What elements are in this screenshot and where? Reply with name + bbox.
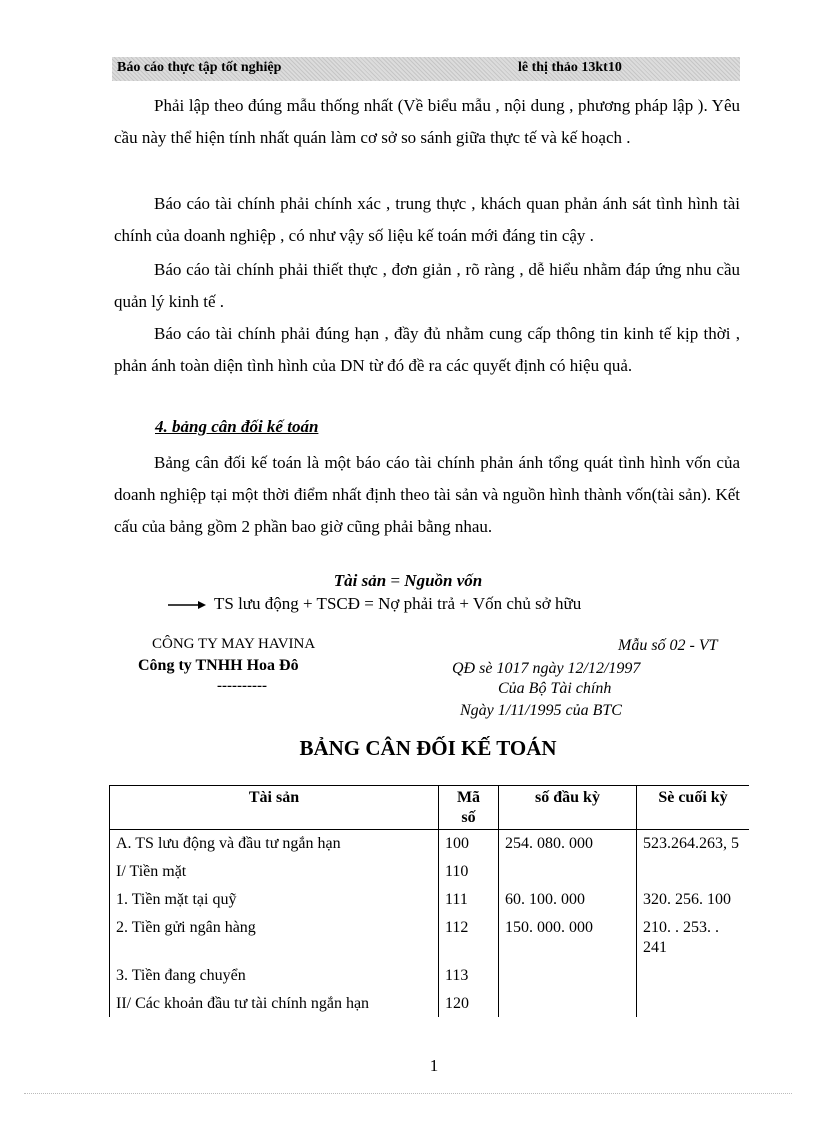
page-number: 1: [429, 1056, 439, 1075]
cell-code: 112: [439, 914, 499, 962]
cell-code: 113: [439, 962, 499, 990]
col-header-closing: Sè cuối kỳ: [637, 786, 750, 830]
formula-capital: Nguồn vốn: [404, 571, 483, 590]
col-header-code: Mã số: [439, 786, 499, 830]
table-row: [110, 962, 750, 990]
balance-formula: [0, 571, 816, 591]
cell-closing: [637, 962, 750, 990]
arrow-right-icon: [168, 599, 206, 611]
form-number: Mẫu số 02 - VT: [618, 637, 718, 654]
header-author: lê thị thảo 13kt10: [518, 60, 622, 75]
cell-closing: 320. 256. 100: [637, 886, 750, 914]
section-paragraph: Bảng cân đối kế toán là một báo cáo tài chính phản ánh tổng quát tình hình vốn của doanh nghiệp tại một thời điểm nhất định theo tài sản và nguồn hình thành vốn(tài sản). Kết cấu của bảng gồm 2 phần bao giờ cũng phải bằng nhau.: [114, 453, 740, 536]
cell-code: 111: [439, 886, 499, 914]
cell-item: II/ Các khoản đầu tư tài chính ngắn hạn: [110, 990, 439, 1017]
table-row: [110, 830, 750, 859]
balance-sheet-table: [109, 785, 749, 1017]
cell-code: 100: [439, 830, 499, 859]
paragraph-3: Báo cáo tài chính phải thiết thực , đơn giản , rõ ràng , dễ hiểu nhằm đáp ứng nhu cầu quản lý kinh tế .: [114, 260, 740, 311]
cell-closing: 523.264.263, 5: [637, 830, 750, 859]
formula-assets: Tài sản: [333, 571, 387, 590]
table-row: [110, 886, 750, 914]
col-header-assets: Tài sản: [110, 786, 439, 830]
cell-opening: 60. 100. 000: [499, 886, 637, 914]
table-row: [110, 858, 750, 886]
paragraph-4: Báo cáo tài chính phải đúng hạn , đầy đủ nhằm cung cấp thông tin kinh tế kịp thời , phản ánh toàn diện tình hình của DN từ đó đề ra các quyết định có hiệu quả.: [114, 324, 740, 375]
cell-closing: [637, 858, 750, 886]
table-header-row: [110, 786, 750, 830]
cell-item: 3. Tiền đang chuyển: [110, 962, 439, 990]
company-divider: ----------: [217, 678, 267, 694]
paragraph-1: Phải lập theo đúng mẫu thống nhất (Về biểu mẫu , nội dung , phương pháp lập ). Yêu cầu này thể hiện tính nhất quán làm cơ sở so sánh giữa thực tế và kế hoạch .: [114, 96, 740, 147]
expanded-formula: [168, 594, 581, 614]
issuer: Của Bộ Tài chính: [498, 680, 612, 697]
cell-opening: [499, 962, 637, 990]
cell-opening: 150. 000. 000: [499, 914, 637, 962]
expanded-formula-text: TS lưu động + TSCĐ = Nợ phải trả + Vốn chủ sở hữu: [214, 594, 582, 613]
formula-equals: =: [386, 571, 405, 590]
cell-item: 2. Tiền gửi ngân hàng: [110, 914, 439, 962]
decision-ref: QĐ sè 1017 ngày 12/12/1997: [452, 660, 641, 677]
cell-opening: [499, 858, 637, 886]
cell-closing: [637, 990, 750, 1017]
issue-date: Ngày 1/11/1995 của BTC: [460, 702, 622, 719]
header-report-title: Báo cáo thực tập tốt nghiệp: [117, 60, 282, 75]
section-heading: 4. bảng cân đối kế toán: [155, 417, 319, 436]
table-row: [110, 990, 750, 1017]
cell-code: 120: [439, 990, 499, 1017]
table-title: BẢNG CÂN ĐỐI KẾ TOÁN: [299, 736, 557, 760]
cell-closing: 210. . 253. . 241: [637, 914, 750, 962]
company-legal-name: Công ty TNHH Hoa Đô: [138, 657, 299, 674]
cell-opening: [499, 990, 637, 1017]
cell-item: I/ Tiền mặt: [110, 858, 439, 886]
table-row: [110, 914, 750, 962]
cell-item: A. TS lưu động và đầu tư ngắn hạn: [110, 830, 439, 859]
cell-code: 110: [439, 858, 499, 886]
company-name: CÔNG TY MAY HAVINA: [152, 636, 316, 652]
paragraph-2: Báo cáo tài chính phải chính xác , trung thực , khách quan phản ánh sát tình hình tài chính của doanh nghiệp , có như vậy số liệu kế toán mới đáng tin cậy .: [114, 194, 740, 245]
col-header-opening: số đầu kỳ: [499, 786, 637, 830]
cell-opening: 254. 080. 000: [499, 830, 637, 859]
footer-divider: [24, 1093, 792, 1094]
page-header: [112, 57, 740, 81]
cell-item: 1. Tiền mặt tại quỹ: [110, 886, 439, 914]
